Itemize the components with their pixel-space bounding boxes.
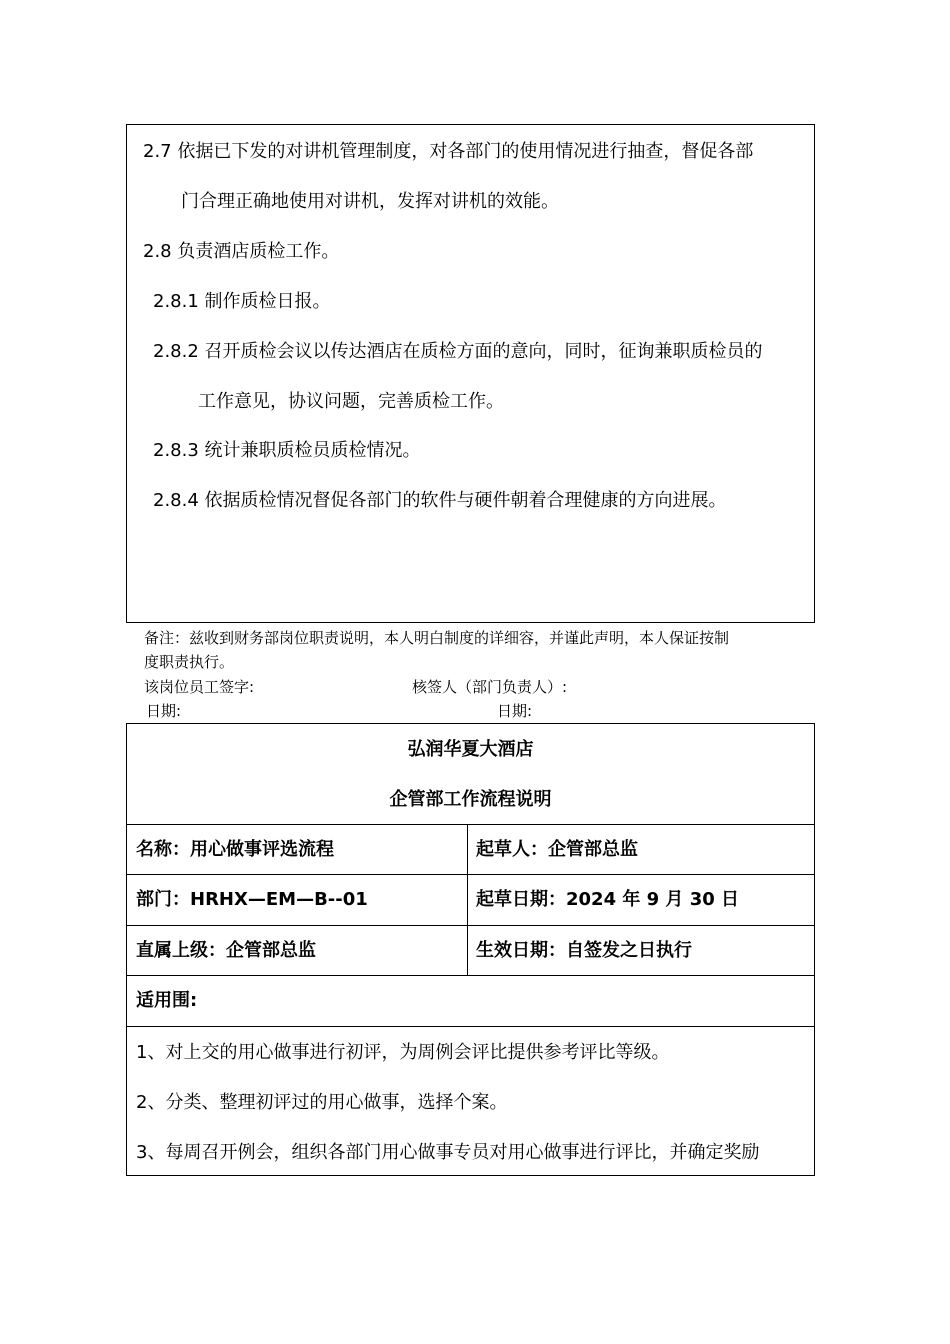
- approver-signature-label: 核签人（部门负责人）:: [412, 678, 568, 696]
- date-label-left: 日期:: [146, 702, 182, 720]
- step-item: 3、每周召开例会，组织各部门用心做事专员对用心做事进行评比，并确定奖励: [136, 1142, 760, 1163]
- drafter: 起草人：企管部总监: [476, 839, 638, 860]
- remark-line2: 度职责执行。: [144, 653, 235, 671]
- row-divider: [127, 975, 814, 976]
- direct-supervisor: 直属上级：企管部总监: [136, 940, 316, 961]
- flow-name: 名称：用心做事评选流程: [136, 839, 334, 860]
- department-code: 部门：HRHX—EM—B--01: [136, 889, 368, 910]
- row-divider: [127, 925, 814, 926]
- column-divider: [467, 824, 468, 975]
- scope-label: 适用围:: [136, 990, 198, 1011]
- duty-2-8-2-line2: 工作意见，协议问题，完善质检工作。: [198, 391, 504, 412]
- document-title: 企管部工作流程说明: [389, 789, 552, 810]
- step-item: 1、对上交的用心做事进行初评，为周例会评比提供参考评比等级。: [136, 1042, 670, 1063]
- date-label-right: 日期:: [497, 702, 533, 720]
- duty-2-8-1: 2.8.1 制作质检日报。: [153, 291, 331, 312]
- duty-2-7-line2: 门合理正确地使用对讲机，发挥对讲机的效能。: [181, 191, 559, 212]
- duties-box: [126, 124, 815, 623]
- duty-2-8: 2.8 负责酒店质检工作。: [143, 241, 340, 262]
- employee-signature-label: 该岗位员工签字:: [144, 678, 255, 696]
- effective-date: 生效日期：自签发之日执行: [476, 940, 692, 961]
- step-item: 2、分类、整理初评过的用心做事，选择个案。: [136, 1092, 508, 1113]
- draft-date: 起草日期：2024 年 9 月 30 日: [476, 889, 740, 910]
- hotel-name: 弘润华夏大酒店: [407, 739, 534, 760]
- row-divider: [127, 1026, 814, 1027]
- remark-line1: 备注：兹收到财务部岗位职责说明，本人明白制度的详细容，并谨此声明，本人保证按制: [144, 629, 730, 647]
- row-divider: [127, 874, 814, 875]
- workflow-table: [126, 723, 815, 1176]
- row-divider: [127, 824, 814, 825]
- duty-2-8-4: 2.8.4 依据质检情况督促各部门的软件与硬件朝着合理健康的方向进展。: [153, 490, 727, 511]
- duty-2-7-line1: 2.7 依据已下发的对讲机管理制度，对各部门的使用情况进行抽查，督促各部: [143, 141, 754, 162]
- duty-2-8-2-line1: 2.8.2 召开质检会议以传达酒店在质检方面的意向，同时，征询兼职质检员的: [153, 341, 763, 362]
- duty-2-8-3: 2.8.3 统计兼职质检员质检情况。: [153, 440, 421, 461]
